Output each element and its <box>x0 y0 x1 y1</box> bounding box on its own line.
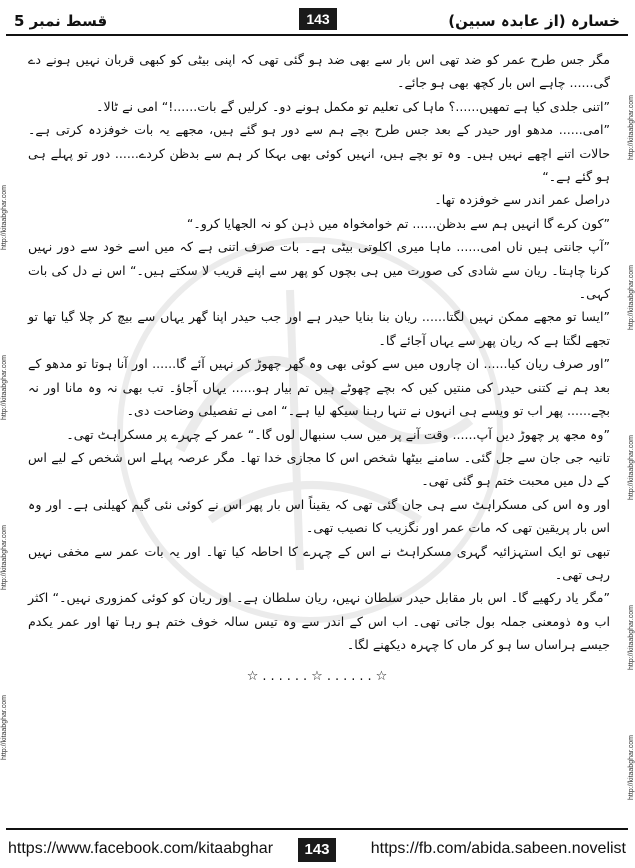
author-page-link[interactable]: https://fb.com/abida.sabeen.novelist <box>370 840 626 857</box>
paragraph: تبھی تو ایک استہزائیہ گہری مسکراہٹ نے اس کے چہرے کا احاطہ کیا تھا۔ اور یہ بات عمر سے مخفی نہیں رہی تھی۔ <box>28 543 610 582</box>
paragraph: مگر جس طرح عمر کو ضد تھی اس بار سے بھی ضد ہو گئی تھی کہ اپنی بیٹی کو کبھی قربان نہیں ہونے دے گی...... چاہے اس بار کچھ بھی ہو جائے۔ <box>28 52 610 91</box>
paragraph: ”مگر یاد رکھیے گا۔ اس بار مقابل حیدر سلطان نہیں، ریان سلطان ہے۔ اور ریان کو کوئی کمزوری نہیں۔“ اکثر اب وہ ذومعنی جملہ بول جاتی تھی۔ اب اس کے اندر سے وہ تیس سالہ خوف ختم ہو رہا تھا اور عمر یکدم جیسے ہراساں سا ہو کر ماں کا چہرہ دیکھنے لگا۔ <box>28 590 610 653</box>
paragraph: ”اور صرف ریان کیا...... ان چاروں میں سے کوئی بھی وہ گھر چھوڑ کر نہیں آئے گا...... اور آنا ہوتا تو مدھو کے بعد ہم نے کتنی حیدر کی منتیں کیں کہ بچے چھوٹے ہیں تم بیار ہو...... یہاں آجاؤ۔ تب بھی نہ وہ مانا اور نہ بچے...... پھر اب تو ویسے ہی انہوں نے تنہا رہنا سیکھ لیا ہے۔“ امی نے تفصیلی وضاحت دی۔ <box>28 356 610 419</box>
side-watermark-url: http://kitaabghar.com <box>628 605 635 670</box>
paragraph: ”آپ جانتی ہیں ناں امی...... ماہا میری اکلوتی بیٹی ہے۔ بات صرف اتنی ہے کہ میں اسے خود سے دور نہیں کرنا چاہتا۔ ریان سے شادی کی صورت میں ہی بچوں کو پھر سے اپنے قریب لا سکتے ہیں۔“ اس نے دل کی بات کہی۔ <box>28 239 610 302</box>
paragraph: ”وہ مجھ پر چھوڑ دیں آپ...... وقت آنے پر میں سب سنبھال لوں گا۔“ عمر کے چہرے پر مسکراہٹ تھی۔ <box>66 426 610 442</box>
side-watermark-url: http://kitaabghar.com <box>1 185 8 250</box>
paragraph: اور وہ اس کی مسکراہٹ سے ہی جان گئی تھی کہ یقیناً اس بار پھر اس نے کوئی نئی گیم کھیلنی ہے۔ اور وہ اس بار پریقین تھی کہ مات عمر اور نگزیب کا نصیب تھی۔ <box>28 496 610 536</box>
side-watermark-url: http://kitaabghar.com <box>628 735 635 800</box>
footer <box>0 838 634 862</box>
paragraph: تانیہ جی جان سے جل گئی۔ سامنے بیٹھا شخص اس کا مجازی خدا تھا۔ مگر عرصہ پہلے اس شخص کے لیے اس کے دل میں محبت ختم ہو گئی تھی۔ <box>28 449 610 489</box>
paragraph: ”ایسا تو مجھے ممکن نہیں لگتا...... ریان بنا بنایا حیدر ہے اور جب حیدر اپنا گھر یہاں سے بیچ کر چلا گیا تھا تو تجھے لگتا ہے کہ ریان پھر سے یہاں آجائے گا۔ <box>28 309 610 348</box>
side-watermark-url: http://kitaabghar.com <box>1 355 8 420</box>
side-watermark-url: http://kitaabghar.com <box>1 695 8 760</box>
paragraph: ”اتنی جلدی کیا ہے تمھیں......؟ ماہا کی تعلیم تو مکمل ہونے دو۔ کرلیں گے بات......!“ امی نے ٹالا۔ <box>96 98 610 114</box>
episode-label: قسط نمبر 5 <box>14 12 108 30</box>
page-title: خسارہ (از عابدہ سبین) <box>448 12 620 30</box>
paragraph: دراصل عمر اندر سے خوفزدہ تھا۔ <box>434 192 610 208</box>
side-watermark-url: http://kitaabghar.com <box>1 525 8 590</box>
header-page-number: 143 <box>299 8 337 30</box>
facebook-link[interactable]: https://www.facebook.com/kitaabghar <box>8 840 274 857</box>
paragraph: ”کون کرے گا انہیں ہم سے بدظن...... تم خوامخواہ میں ذہن کو نہ الجھایا کرو۔“ <box>186 215 610 231</box>
footer-page-number: 143 <box>298 838 336 862</box>
story-text <box>28 48 610 804</box>
footer-divider <box>6 828 628 830</box>
side-watermark-url: http://kitaabghar.com <box>628 265 635 330</box>
side-watermark-url: http://kitaabghar.com <box>628 435 635 500</box>
paragraph: ”امی...... مدھو اور حیدر کے بعد جس طرح بچے ہم سے دور ہو گئے ہیں، مجھے یہ بات خوفزدہ کرتی ہے۔ حالات اتنے اچھے نہیں ہیں۔ وہ تو بچے ہیں، انہیں کوئی بھی بہکا کر ہم سے بدظن کردے...... دور تو پہلے ہی ہو گئے ہے۔“ <box>28 122 610 185</box>
side-watermark-url: http://kitaabghar.com <box>628 95 635 160</box>
section-break: ☆......☆......☆ <box>246 668 392 684</box>
